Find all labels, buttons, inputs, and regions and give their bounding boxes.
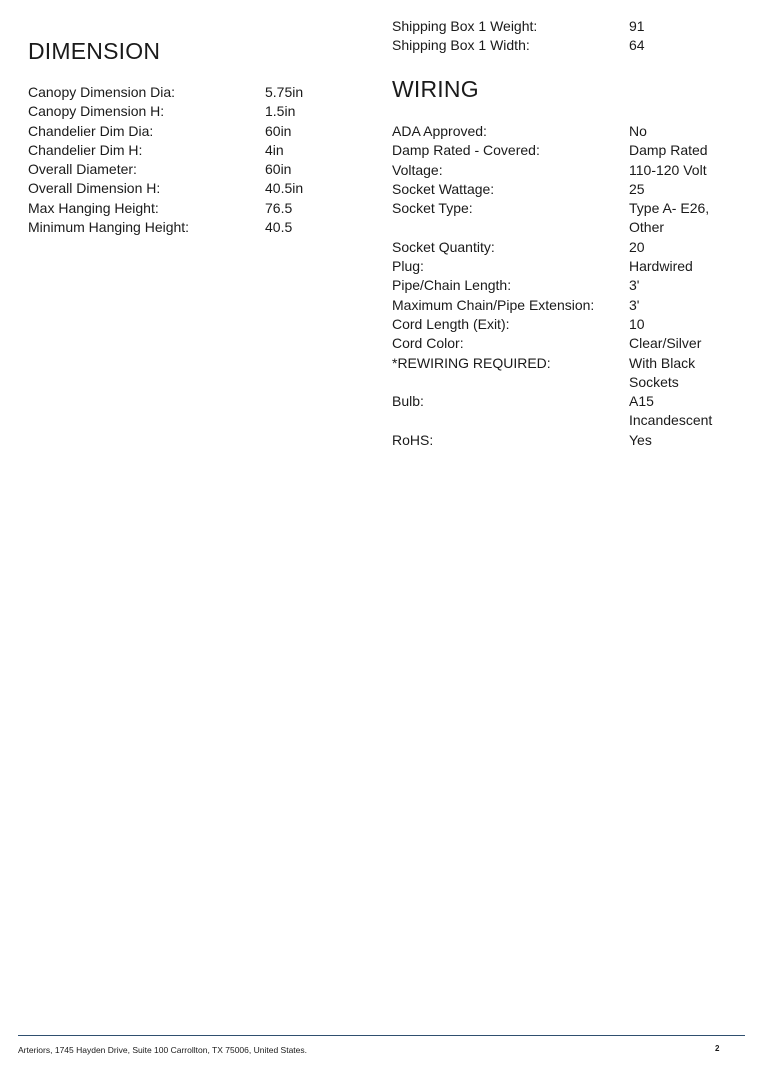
spec-row-socket-quantity bbox=[392, 238, 729, 257]
spec-value: 40.5 bbox=[265, 219, 293, 236]
spec-row-ada-approved bbox=[392, 122, 729, 141]
spec-value: Hardwired bbox=[629, 258, 693, 275]
spec-value: 91 bbox=[629, 18, 645, 34]
spec-label: Overall Diameter: bbox=[28, 161, 137, 178]
spec-value: Type A- E26, Other bbox=[629, 200, 710, 236]
spec-row-overall-dimension-h bbox=[28, 179, 355, 198]
spec-label: Socket Wattage: bbox=[392, 180, 495, 197]
spec-label: *REWIRING REQUIRED: bbox=[392, 354, 551, 371]
spec-row-socket-type bbox=[392, 199, 729, 238]
spec-value: 76.5 bbox=[265, 199, 293, 216]
spec-value: 60in bbox=[265, 161, 292, 178]
wiring-spec-list bbox=[392, 122, 729, 450]
wiring-heading: WIRING bbox=[392, 76, 479, 102]
spec-label: Plug: bbox=[392, 258, 424, 275]
spec-row-plug bbox=[392, 257, 729, 276]
spec-label: Overall Dimension H: bbox=[28, 180, 161, 197]
spec-row-cord-color bbox=[392, 334, 729, 353]
spec-row-max-chain-pipe-extension bbox=[392, 296, 729, 315]
spec-label: Damp Rated - Covered: bbox=[392, 142, 540, 159]
spec-label: Minimum Hanging Height: bbox=[28, 219, 190, 236]
dimension-heading: DIMENSION bbox=[28, 38, 161, 64]
spec-row-canopy-dimension-h bbox=[28, 102, 355, 121]
spec-label: Canopy Dimension Dia: bbox=[28, 84, 176, 100]
spec-label: Voltage: bbox=[392, 161, 443, 178]
spec-value: 3' bbox=[629, 277, 640, 294]
spec-row-pipe-chain-length bbox=[392, 276, 729, 295]
spec-row-voltage bbox=[392, 161, 729, 180]
spec-label: ADA Approved: bbox=[392, 123, 487, 139]
spec-row-socket-wattage bbox=[392, 180, 729, 199]
spec-value: 1.5in bbox=[265, 103, 296, 120]
shipping-spec-list bbox=[392, 17, 729, 56]
spec-value: Damp Rated bbox=[629, 142, 708, 159]
spec-value: 5.75in bbox=[265, 84, 304, 100]
spec-value: 10 bbox=[629, 315, 645, 332]
spec-value: 25 bbox=[629, 180, 645, 197]
spec-label: Socket Quantity: bbox=[392, 238, 495, 255]
spec-label: Chandelier Dim H: bbox=[28, 141, 143, 158]
spec-label: Shipping Box 1 Width: bbox=[392, 37, 530, 54]
spec-label: Pipe/Chain Length: bbox=[392, 277, 512, 294]
spec-label: Cord Length (Exit): bbox=[392, 315, 510, 332]
spec-value: 64 bbox=[629, 37, 645, 54]
spec-row-canopy-dimension-dia bbox=[28, 83, 355, 102]
spec-row-overall-diameter bbox=[28, 160, 355, 179]
spec-label: Bulb: bbox=[392, 393, 424, 410]
spec-label: Canopy Dimension H: bbox=[28, 103, 165, 120]
spec-label: Cord Color: bbox=[392, 335, 464, 352]
footer-address: Arteriors, 1745 Hayden Drive, Suite 100 Carrollton, TX 75006, United States. bbox=[18, 1045, 307, 1055]
spec-value: A15 Incandescent bbox=[629, 393, 713, 429]
spec-value: 110-120 Volt bbox=[629, 161, 707, 178]
spec-row-chandelier-dim-dia bbox=[28, 122, 355, 141]
footer-divider bbox=[18, 1035, 745, 1036]
spec-value: Yes bbox=[629, 431, 652, 448]
spec-label: RoHS: bbox=[392, 431, 434, 448]
spec-row-damp-rated bbox=[392, 141, 729, 160]
spec-value: 40.5in bbox=[265, 180, 304, 197]
spec-label: Socket Type: bbox=[392, 200, 473, 217]
spec-row-shipping-box-width bbox=[392, 36, 729, 55]
spec-value: Clear/Silver bbox=[629, 335, 702, 352]
spec-row-rewiring-required bbox=[392, 354, 729, 393]
spec-value: 3' bbox=[629, 296, 640, 313]
spec-row-rohs bbox=[392, 431, 729, 450]
spec-label: Maximum Chain/Pipe Extension: bbox=[392, 296, 595, 313]
spec-row-cord-length bbox=[392, 315, 729, 334]
spec-label: Max Hanging Height: bbox=[28, 199, 159, 216]
dimension-spec-list bbox=[28, 83, 355, 237]
page-number: 2 bbox=[715, 1044, 720, 1053]
spec-label: Shipping Box 1 Weight: bbox=[392, 18, 538, 34]
spec-row-shipping-box-weight bbox=[392, 17, 729, 36]
spec-row-chandelier-dim-h bbox=[28, 141, 355, 160]
spec-row-bulb bbox=[392, 392, 729, 431]
spec-value: 4in bbox=[265, 141, 284, 158]
spec-row-max-hanging-height bbox=[28, 199, 355, 218]
spec-row-minimum-hanging-height bbox=[28, 218, 355, 237]
spec-value: With Black Sockets bbox=[629, 354, 696, 390]
spec-value: 60in bbox=[265, 122, 292, 139]
spec-label: Chandelier Dim Dia: bbox=[28, 122, 154, 139]
spec-value: No bbox=[629, 123, 647, 139]
spec-value: 20 bbox=[629, 238, 645, 255]
